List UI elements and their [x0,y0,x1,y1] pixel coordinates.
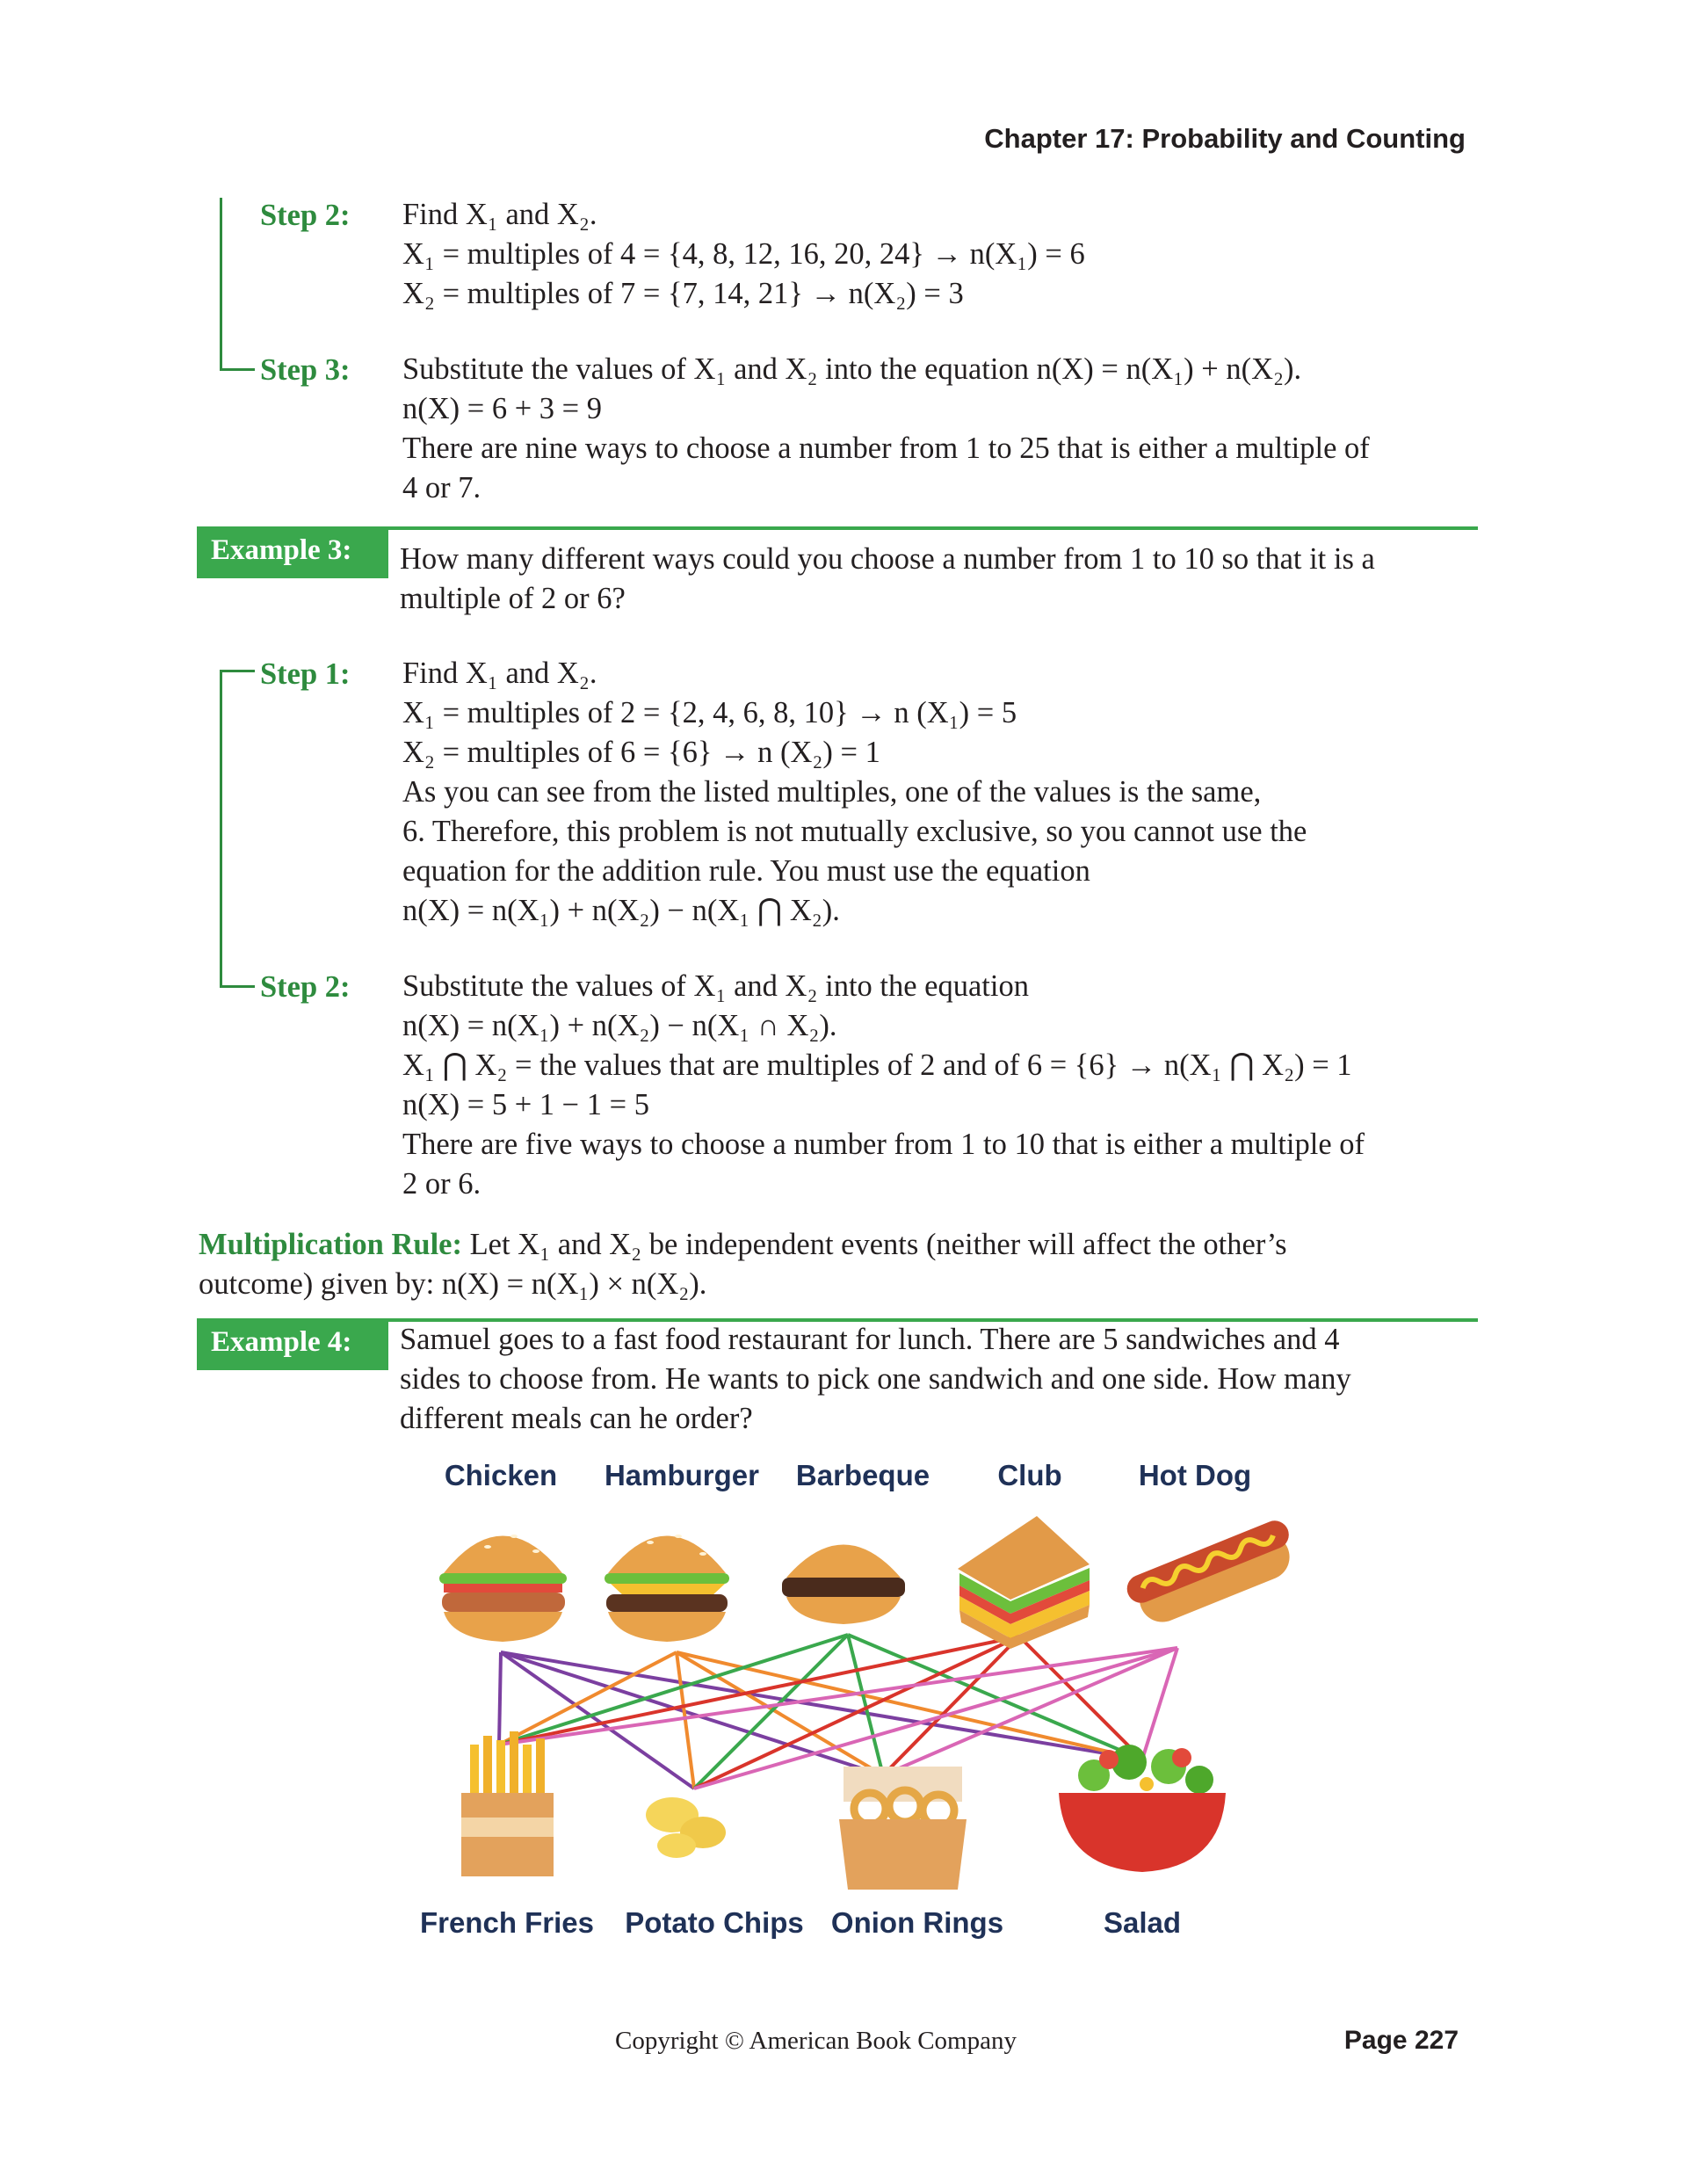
text-line: Samuel goes to a fast food restaurant for lunch. There are 5 sandwiches and 4 [400,1323,1340,1356]
barbeque-sandwich-icon [782,1545,905,1625]
text-line: n(X) = n(X₁) + n(X₂) − n(X₁ ∩ X₂). [402,1009,837,1042]
text-line: 2 or 6. [402,1167,481,1201]
hamburger-icon [605,1535,729,1642]
sandwich-label: Barbeque [795,1459,930,1491]
chapter-header: Chapter 17: Probability and Counting [984,123,1466,154]
side-label: Onion Rings [830,1906,1004,1939]
text-line: X₁ = multiples of 2 = {2, 4, 6, 8, 10} → n (X₁) = 5 [402,696,1017,729]
page-number: Page 227 [1343,2026,1459,2055]
sandwich-label: Hamburger [604,1459,760,1491]
example-3-step-1-label: Step 1: [260,657,351,691]
club-sandwich-icon [958,1516,1090,1649]
multiplication-rule-text: Let X₁ and X₂ be independent events (neither will affect the other’s [461,1228,1287,1261]
salad-icon [1059,1745,1226,1872]
side-label: Potato Chips [625,1906,804,1939]
text-line: Find X₁ and X₂. [402,198,597,231]
combination-line [848,1635,883,1775]
text-line: outcome) given by: n(X) = n(X₁) × n(X₂). [199,1267,707,1301]
potato-chips-icon [646,1797,726,1858]
onion-rings-icon [839,1767,967,1890]
text-line: 6. Therefore, this problem is not mutually exclusive, so you cannot use the [402,815,1307,848]
text-line: 4 or 7. [402,471,481,504]
text-line: X₁ = multiples of 4 = {4, 8, 12, 16, 20, 24} → n(X₁) = 6 [402,237,1085,271]
text-line: How many different ways could you choose a number from 1 to 10 so that it is a [400,542,1375,576]
sandwich-label: Chicken [444,1459,558,1491]
text-line: n(X) = 5 + 1 − 1 = 5 [402,1088,649,1121]
text-line: multiple of 2 or 6? [400,582,626,615]
text-line: Substitute the values of X₁ and X₂ into the equation n(X) = n(X₁) + n(X₂). [402,352,1302,386]
text-line: n(X) = n(X₁) + n(X₂) − n(X₁ ⋂ X₂). [402,894,840,927]
text-line: n(X) = 6 + 3 = 9 [402,392,603,425]
sandwich-label: Club [997,1459,1062,1491]
combination-line [1142,1648,1177,1760]
step-2-label: Step 2: [260,199,351,232]
step-3-label: Step 3: [260,353,351,387]
combination-line [499,1652,501,1745]
example-3-label: Example 3: [197,528,388,578]
french-fries-icon [461,1731,554,1876]
side-label: French Fries [419,1906,595,1939]
text-line: X₂ = multiples of 7 = {7, 14, 21} → n(X₂) = 3 [402,277,964,310]
text-line: Find X₁ and X₂. [402,657,597,690]
text-line: Substitute the values of X₁ and X₂ into the equation [402,969,1029,1003]
combination-line [499,1636,1019,1745]
multiplication-rule-label: Multiplication Rule: [199,1228,462,1261]
text-line: There are five ways to choose a number from 1 to 10 that is either a multiple of [402,1128,1365,1161]
text-line: There are nine ways to choose a number from 1 to 25 that is either a multiple of [402,432,1370,465]
example-3-step-2-label: Step 2: [260,970,351,1004]
copyright: Copyright © American Book Company [615,2027,1017,2055]
chicken-burger-icon [439,1535,567,1642]
text-line: different meals can he order? [400,1402,753,1435]
side-label: Salad [1103,1906,1182,1939]
hot-dog-icon [1123,1516,1303,1631]
text-line: sides to choose from. He wants to pick one sandwich and one side. How many [400,1362,1351,1396]
text-line: X₁ ⋂ X₂ = the values that are multiples of 2 and of 6 = {6} → n(X₁ ⋂ X₂) = 1 [402,1048,1352,1082]
text-line: equation for the addition rule. You must use the equation [402,854,1090,888]
example-4-label: Example 4: [197,1320,388,1370]
text-line: X₂ = multiples of 6 = {6} → n (X₂) = 1 [402,736,880,769]
text-line: As you can see from the listed multiples, one of the values is the same, [402,775,1262,809]
combination-lines [499,1635,1177,1789]
sandwich-label: Hot Dog [1138,1459,1252,1491]
